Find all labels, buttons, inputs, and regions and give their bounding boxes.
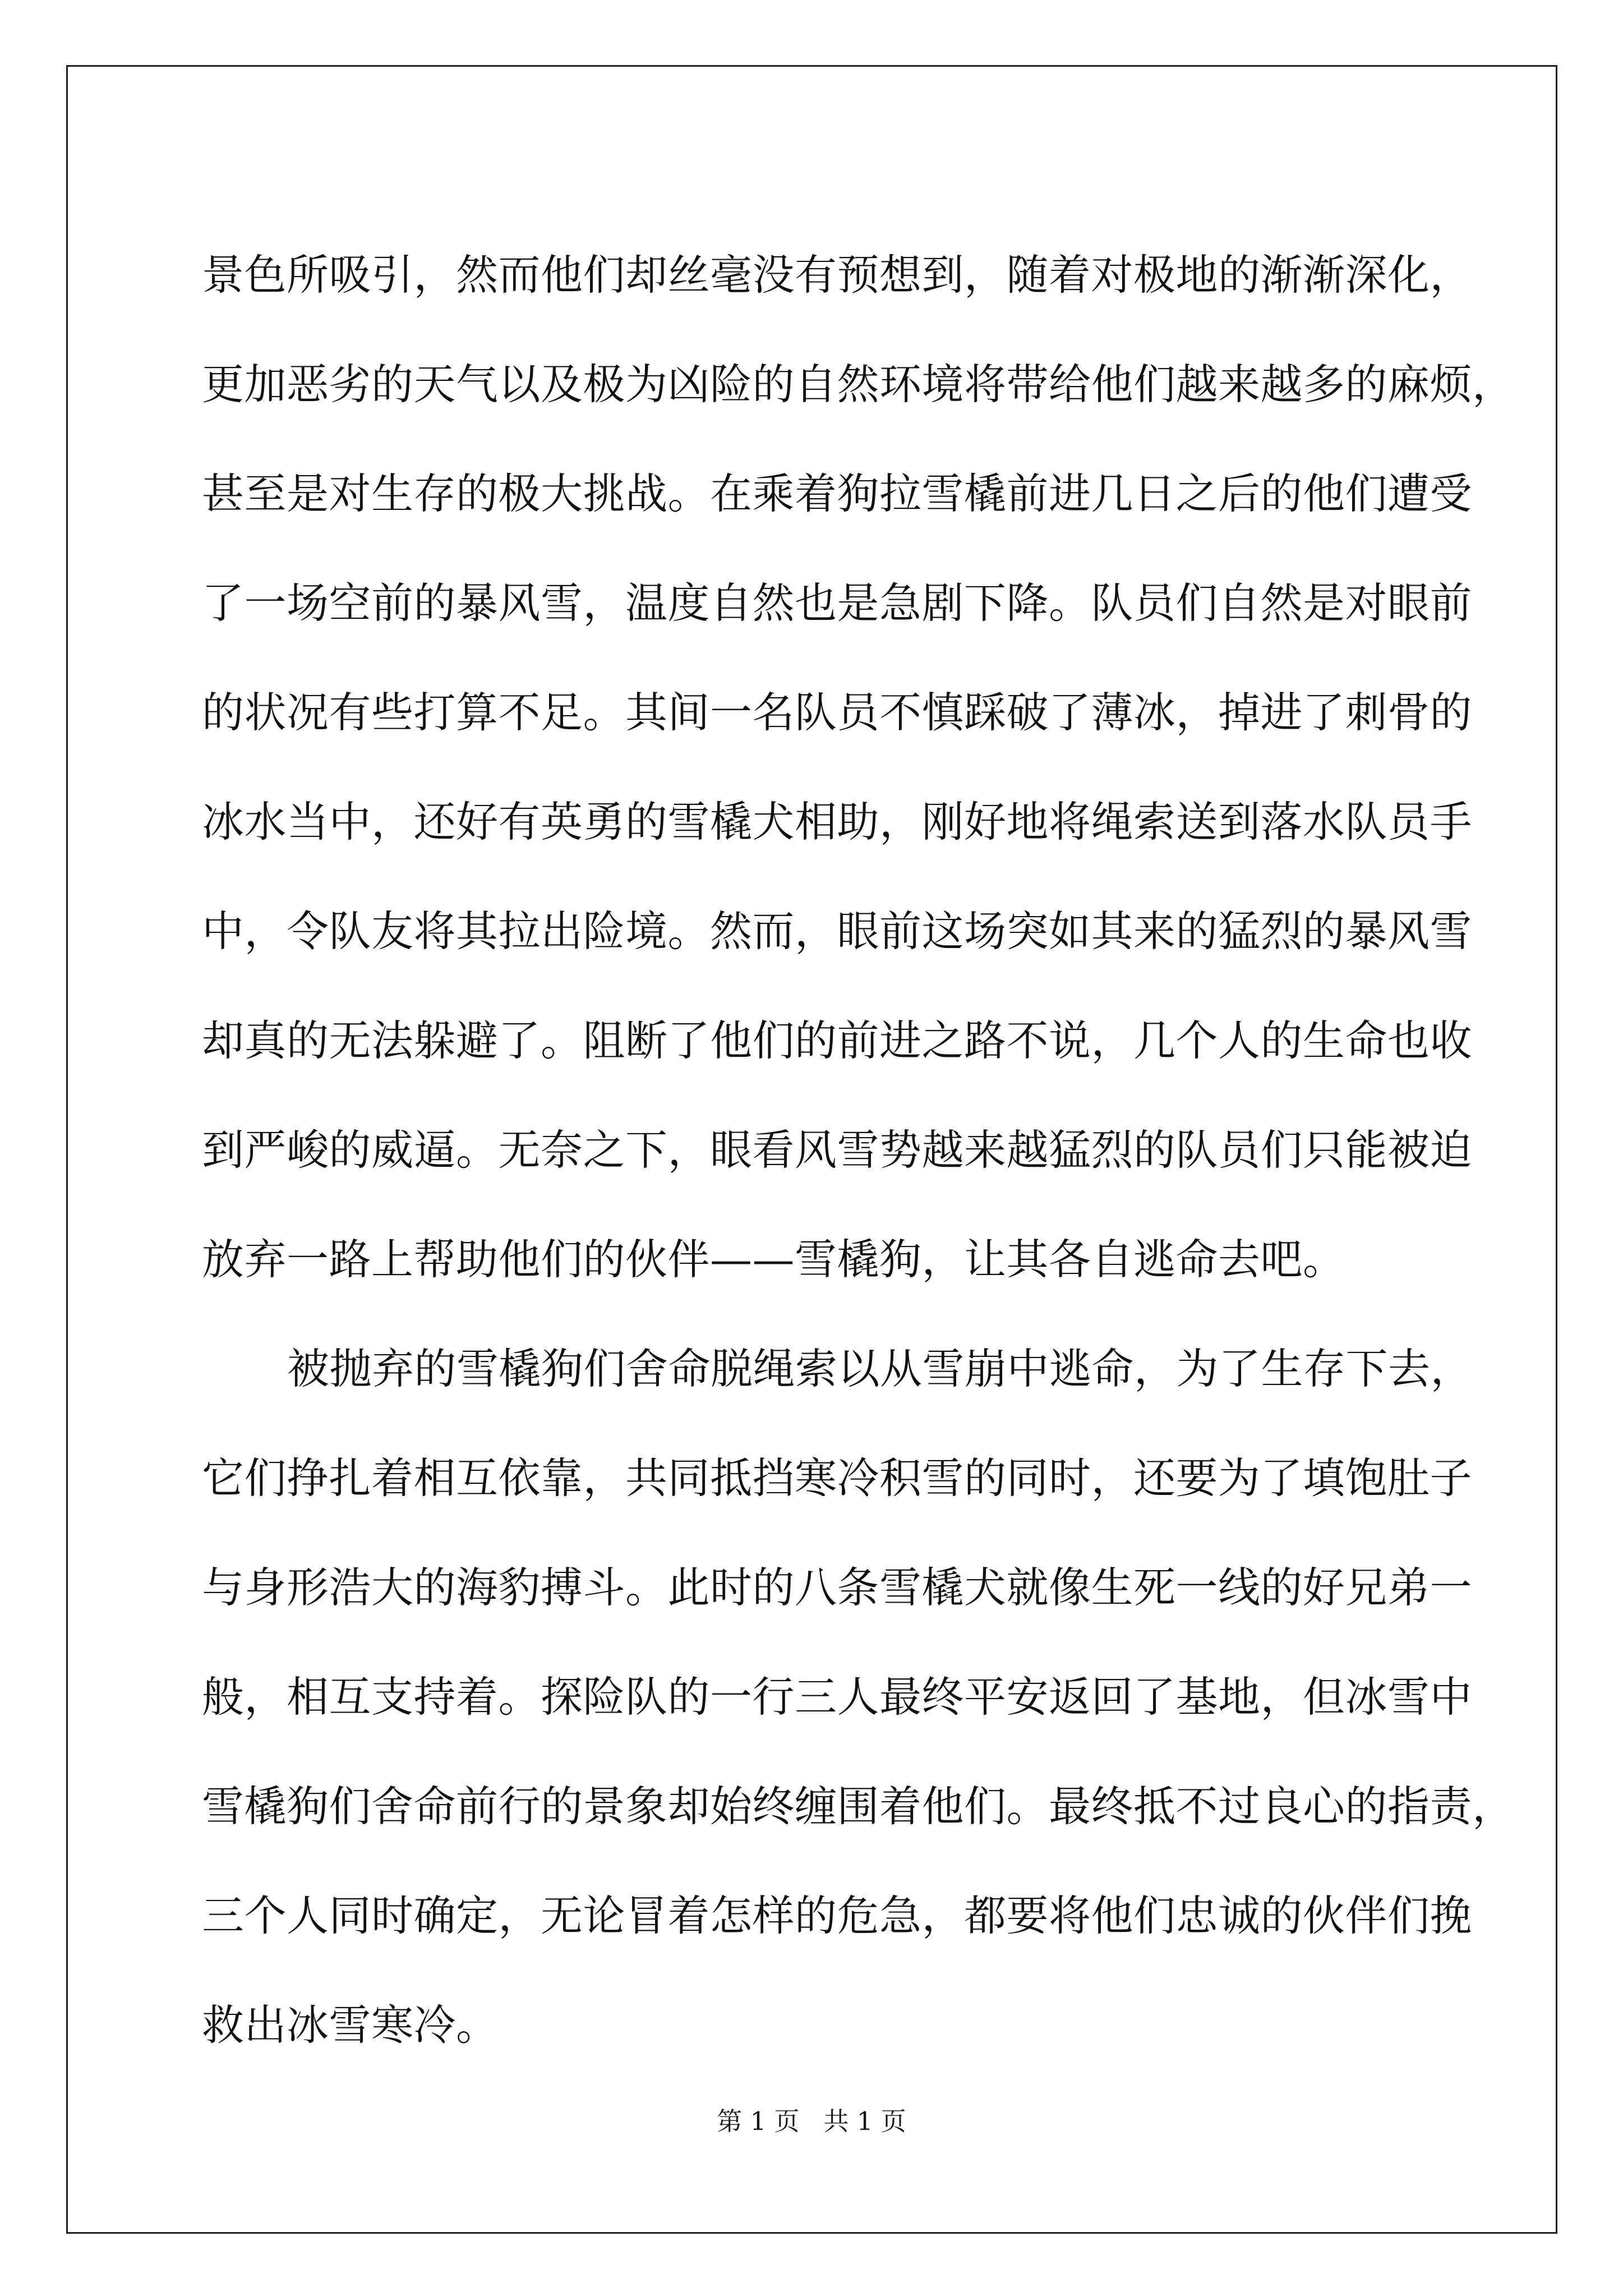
text-line: 甚至是对生存的极大挑战。在乘着狗拉雪橇前进几日之后的他们遭受: [202, 469, 1473, 518]
body-text: [202, 220, 1515, 2080]
text-line: 与身形浩大的海豹搏斗。此时的八条雪橇犬就像生死一线的好兄弟一: [202, 1563, 1473, 1612]
text-line: 景色所吸引，然而他们却丝毫没有预想到，随着对极地的渐渐深化，: [202, 250, 1473, 300]
text-line: 到严峻的威逼。无奈之下，眼看风雪势越来越猛烈的队员们只能被迫: [202, 1125, 1473, 1175]
text-line: 三个人同时确定，无论冒着怎样的危急，都要将他们忠诚的伙伴们挽: [202, 1891, 1473, 1940]
text-line: 般，相互支持着。探险队的一行三人最终平安返回了基地，但冰雪中: [202, 1672, 1473, 1722]
text-line: 它们挣扎着相互依靠，共同抵挡寒冷积雪的同时，还要为了填饱肚子: [202, 1453, 1473, 1503]
text-line: 了一场空前的暴风雪，温度自然也是急剧下降。队员们自然是对眼前: [202, 578, 1473, 628]
text-line: 雪橇狗们舍命前行的景象却始终缠围着他们。最终抵不过良心的指责，: [202, 1782, 1515, 1831]
page-number-footer: 第 1 页 共 1 页: [717, 2106, 906, 2136]
text-line: 冰水当中，还好有英勇的雪橇犬相助，刚好地将绳索送到落水队员手: [202, 797, 1473, 846]
text-line: 的状况有些打算不足。其间一名队员不慎踩破了薄冰，掉进了刺骨的: [202, 688, 1473, 737]
text-line-paragraph-start: 被抛弃的雪橇狗们舍命脱绳索以从雪崩中逃命，为了生存下去，: [287, 1344, 1473, 1393]
text-line: 放弃一路上帮助他们的伙伴——雪橇狗，让其各自逃命去吧。: [202, 1235, 1345, 1284]
text-line: 更加恶劣的天气以及极为凶险的自然环境将带给他们越来越多的麻烦，: [202, 360, 1515, 409]
text-line: 中，令队友将其拉出险境。然而，眼前这场突如其来的猛烈的暴风雪: [202, 907, 1473, 956]
text-line: 却真的无法躲避了。阻断了他们的前进之路不说，几个人的生命也收: [202, 1016, 1473, 1065]
text-line: 救出冰雪寒冷。: [202, 2000, 499, 2050]
